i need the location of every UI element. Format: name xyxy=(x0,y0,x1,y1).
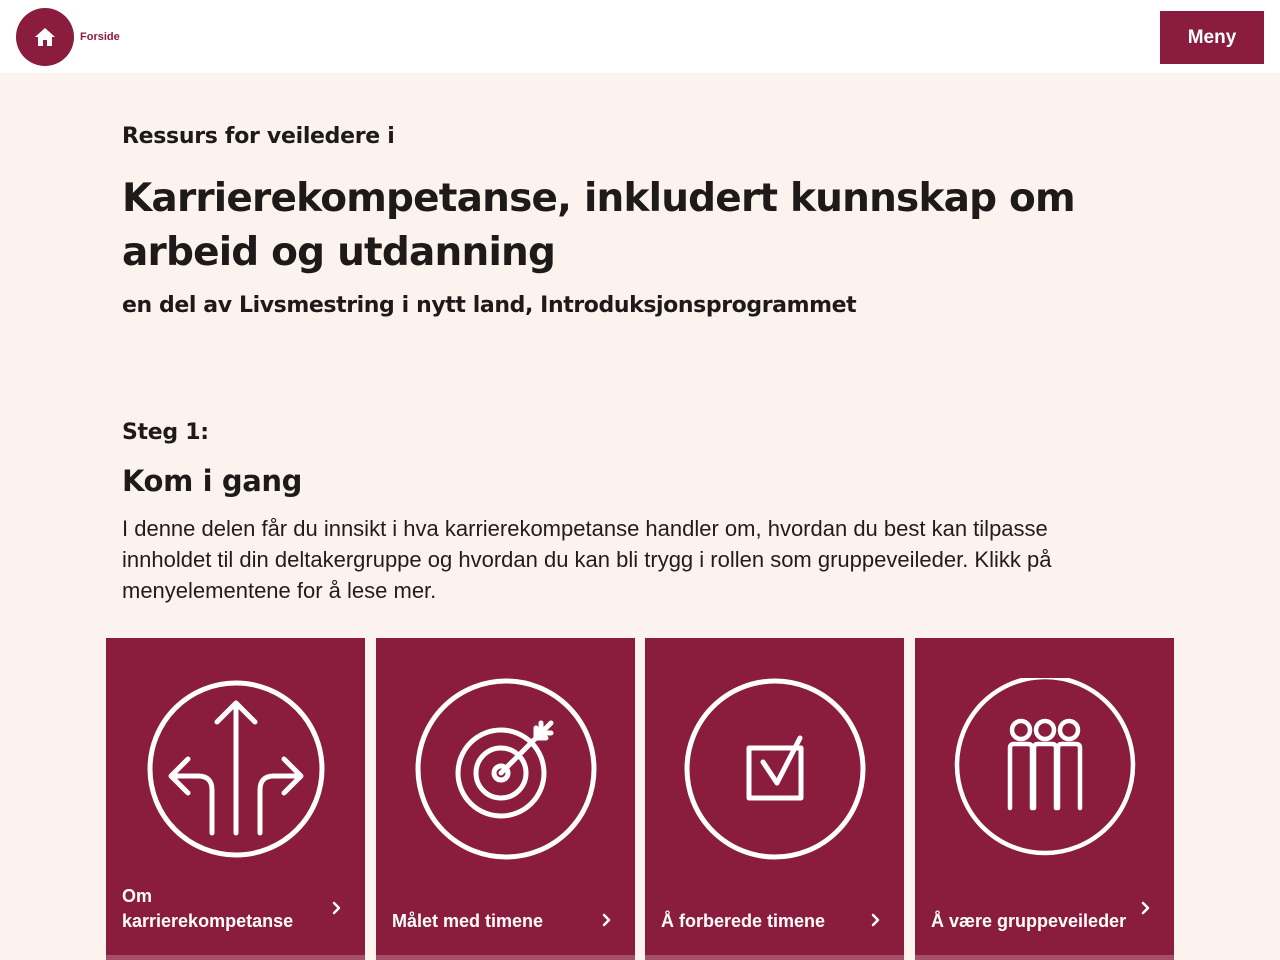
card-a-forberede-timene[interactable] xyxy=(645,638,904,960)
home-label: Forside xyxy=(80,31,120,43)
checkbox-icon xyxy=(684,678,866,860)
card-label: Om karrierekompetanse xyxy=(122,886,294,931)
chevron-right-icon xyxy=(868,913,882,927)
page-kicker: Ressurs for veiledere i xyxy=(122,124,395,149)
directions-arrows-icon xyxy=(145,678,327,860)
card-label: Å være gruppeveileder xyxy=(931,911,1127,931)
chevron-right-icon xyxy=(1138,901,1152,915)
chevron-right-icon xyxy=(329,901,343,915)
card-label: Målet med timene xyxy=(392,911,544,931)
target-arrow-icon xyxy=(415,678,597,860)
card-label: Å forberede timene xyxy=(661,911,826,931)
home-link[interactable] xyxy=(16,8,120,66)
home-button[interactable] xyxy=(16,8,74,66)
step-label: Steg 1: xyxy=(122,420,209,445)
page-title: Karrierekompetanse, inkludert kunnskap om arbeid og utdanning xyxy=(122,176,1075,275)
card-malet-med-timene[interactable] xyxy=(376,638,635,960)
card-om-karrierekompetanse[interactable] xyxy=(106,638,365,960)
top-bar xyxy=(0,0,1280,73)
group-people-icon xyxy=(954,678,1136,860)
step-title: Kom i gang xyxy=(122,464,302,498)
home-icon xyxy=(35,28,55,46)
menu-button[interactable]: Meny xyxy=(1160,11,1264,64)
chevron-right-icon xyxy=(599,913,613,927)
card-a-vaere-gruppeveileder[interactable] xyxy=(915,638,1174,960)
page-subtitle: en del av Livsmestring i nytt land, Introduksjonsprogrammet xyxy=(122,293,857,318)
step-intro: I denne delen får du innsikt i hva karrierekompetanse handler om, hvordan du best kan tilpasse innholdet til din deltakergruppe og hvordan du kan bli trygg i rollen som gruppeveileder. Klikk på menyelementene for å lese mer. xyxy=(122,516,1052,603)
